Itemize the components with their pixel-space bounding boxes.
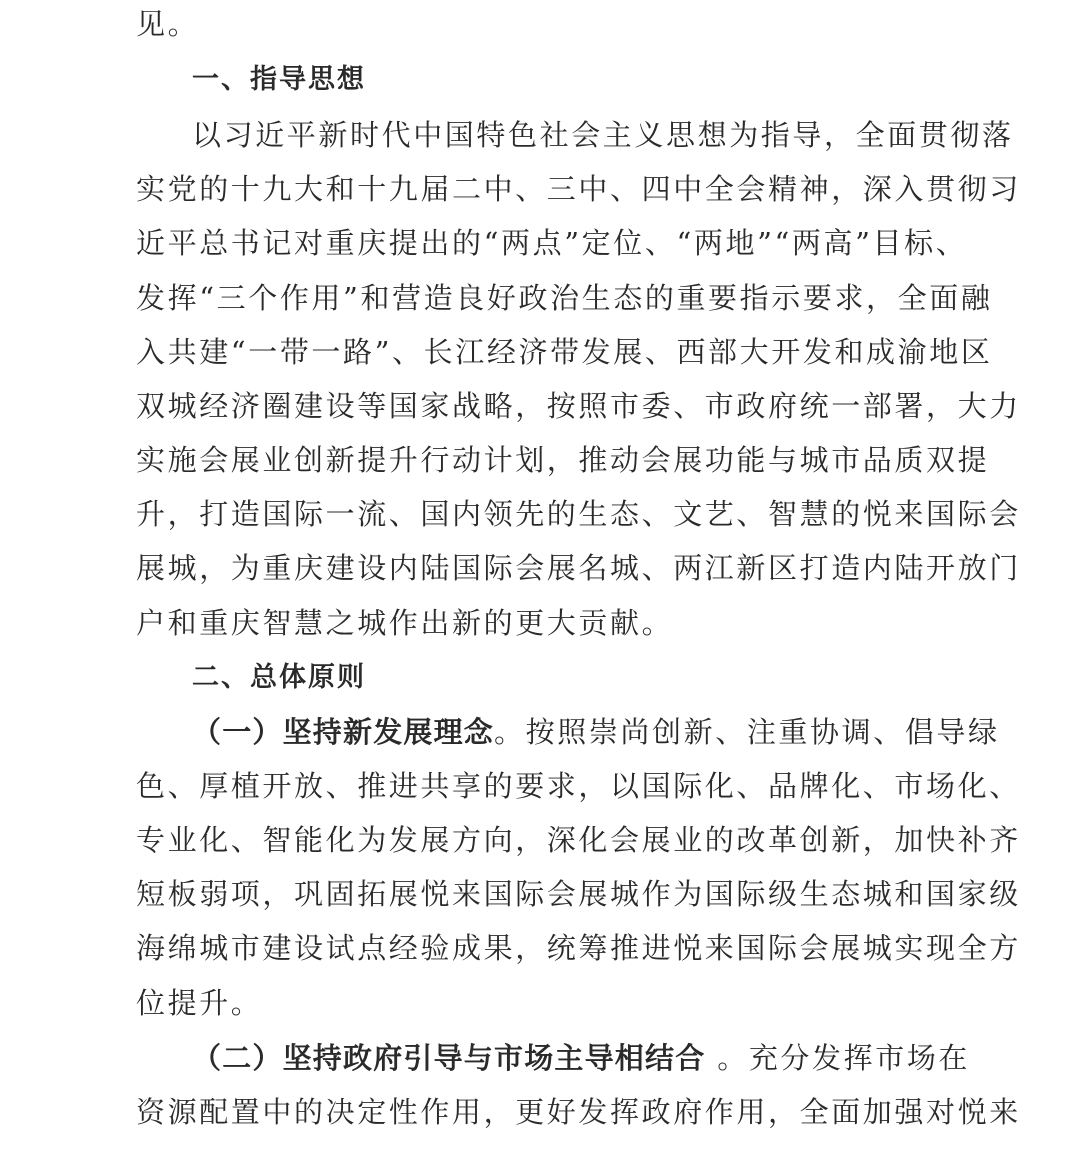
section1-line: 入共建“一带一路”、长江经济带发展、西部大开发和成渝地区 xyxy=(136,335,993,369)
section2-item1-line: 色、厚植开放、推进共享的要求，以国际化、品牌化、市场化、 xyxy=(136,769,1021,803)
section1-line: 实党的十九大和十九届二中、三中、四中全会精神，深入贯彻习 xyxy=(136,172,1021,206)
section1-line: 升，打造国际一流、国内领先的生态、文艺、智慧的悦来国际会 xyxy=(136,497,1021,531)
section2-item2-lead: （二）坚持政府引导与市场主导相结合 xyxy=(192,1041,706,1075)
section1-line: 以习近平新时代中国特色社会主义思想为指导，全面贯彻落 xyxy=(192,118,1014,152)
section2-item1-lead: （一）坚持新发展理念 xyxy=(192,715,495,749)
section2-item1-first-line-rest: 。按照崇尚创新、注重协调、倡导绿 xyxy=(494,715,1000,749)
section2-item1-first-line xyxy=(192,714,1000,750)
section1-line: 发挥“三个作用”和营造良好政治生态的重要指示要求，全面融 xyxy=(136,281,993,315)
section2-item1-line: 位提升。 xyxy=(136,986,263,1020)
section1-line: 户和重庆智慧之城作出新的更大贡献。 xyxy=(136,606,674,640)
section1-line: 展城，为重庆建设内陆国际会展名城、两江新区打造内陆开放门 xyxy=(136,551,1021,585)
section2-item2-first-line-rest: 。充分发挥市场在 xyxy=(705,1041,971,1075)
section1-line: 双城经济圈建设等国家战略，按照市委、市政府统一部署，大力 xyxy=(136,389,1021,423)
section1-heading: 一、指导思想 xyxy=(192,64,366,95)
section2-item1-line: 海绵城市建设试点经验成果，统筹推进悦来国际会展城实现全方 xyxy=(136,931,1021,965)
section2-heading: 二、总体原则 xyxy=(192,662,366,693)
section2-item1-line: 短板弱项，巩固拓展悦来国际会展城作为国际级生态城和国家级 xyxy=(136,877,1021,911)
section1-line: 近平总书记对重庆提出的“两点”定位、“两地”“两高”目标、 xyxy=(136,226,968,260)
section2-item1-line: 专业化、智能化为发展方向，深化会展业的改革创新，加快补齐 xyxy=(136,823,1021,857)
section2-item2-line: 资源配置中的决定性作用，更好发挥政府作用，全面加强对悦来 xyxy=(136,1095,1021,1129)
section2-item2-first-line xyxy=(192,1040,971,1076)
section1-line: 实施会展业创新提升行动计划，推动会展功能与城市品质双提 xyxy=(136,443,990,477)
top-fragment-text: 见。 xyxy=(136,7,200,41)
